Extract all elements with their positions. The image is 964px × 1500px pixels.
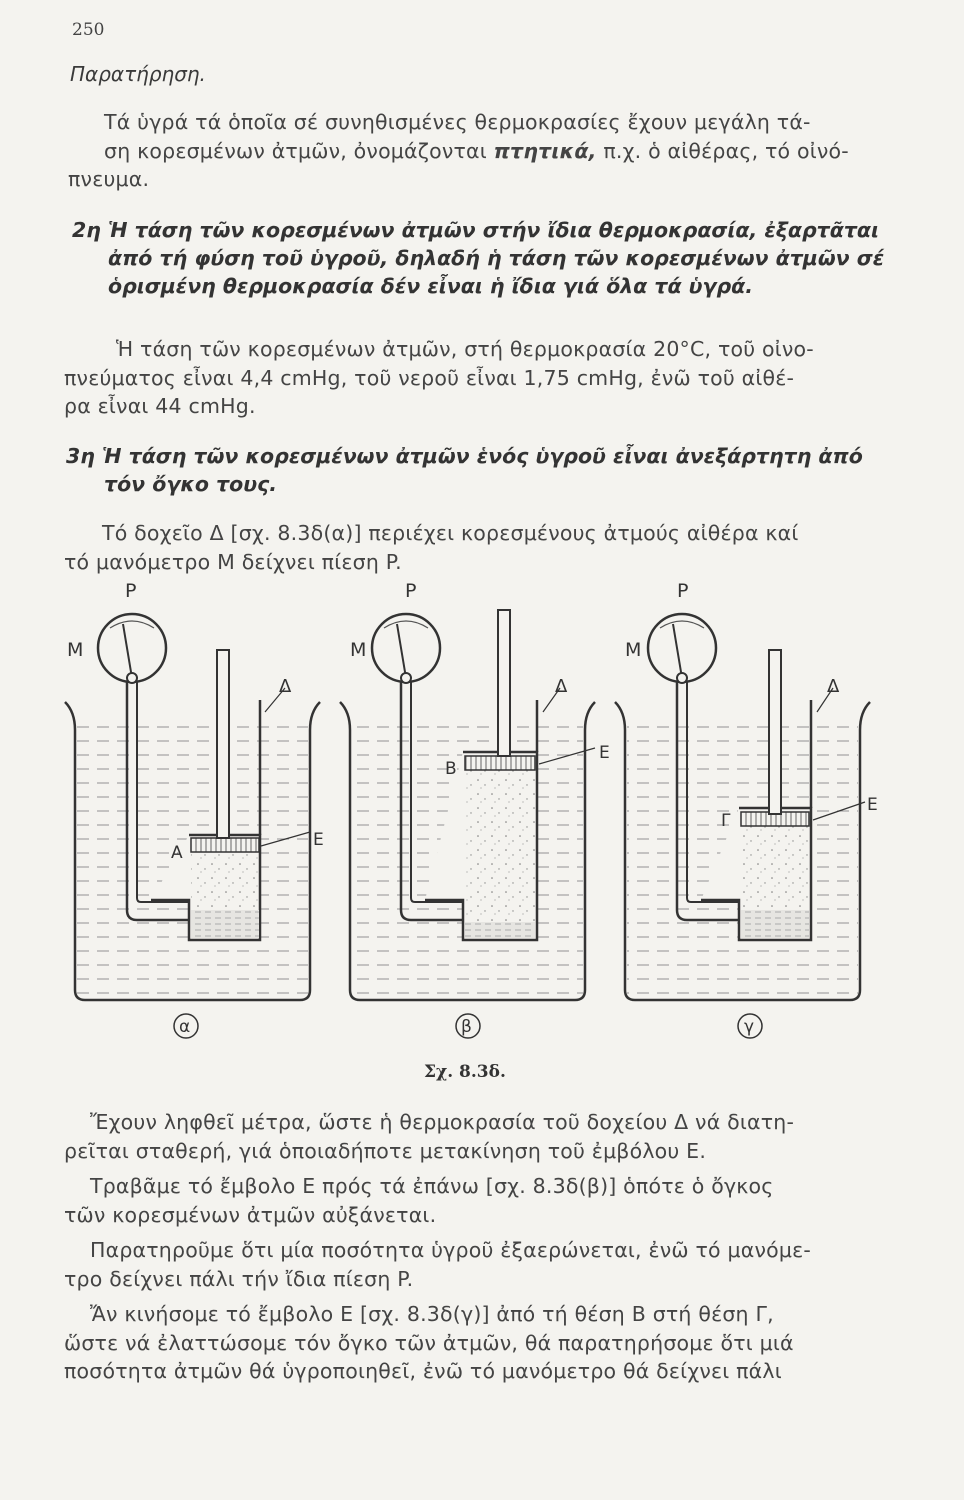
- p1-line2-post: π.χ. ὁ αἰθέρας, τό οἰνό-: [596, 138, 849, 163]
- gamma-piston-label: E: [867, 795, 878, 815]
- p2-line2: πνεύματος εἶναι 4,4 cmHg, τοῦ νεροῦ εἶναι 1,75 cmHg, ἐνῶ τοῦ αἰθέ-: [64, 365, 795, 390]
- paragraph-constant-temperature: [64, 1108, 795, 1165]
- gamma-position-label: Γ: [721, 811, 731, 831]
- alpha-vessel-label: Δ: [279, 676, 292, 697]
- term-volatile: πτητικά,: [493, 138, 597, 163]
- p7-line3: ποσότητα ἀτμῶν θά ὑγροποιηθεῖ, ἐνῶ τό μανόμετρο θά δείχνει πάλι: [64, 1359, 782, 1383]
- panel-alpha: [65, 580, 324, 1038]
- rule2-line3: ὁρισμένη θερμοκρασία δέν εἶναι ἡ ἴδια γιά ὅλα τά ὑγρά.: [108, 274, 754, 298]
- rule3-line2: τόν ὄγκο τους.: [104, 472, 278, 496]
- alpha-panel-label: α: [179, 1017, 191, 1037]
- p4-line1: Ἔχουν ληφθεῖ μέτρα, ὥστε ἡ θερμοκρασία τοῦ δοχείου Δ νά διατη-: [90, 1110, 795, 1134]
- gamma-manometer-label: M: [625, 639, 642, 661]
- rule2-line2: ἀπό τή φύση τοῦ ὑγροῦ, δηλαδή ἡ τάση τῶν κορεσμένων ἀτμῶν σέ: [108, 246, 885, 270]
- beta-position-label: B: [445, 759, 457, 779]
- beta-vessel-label: Δ: [555, 676, 568, 697]
- p6-line2: τρο δείχνει πάλι τήν ἴδια πίεση P.: [64, 1266, 414, 1291]
- panel-beta: [340, 580, 610, 1038]
- rule-3: [66, 442, 863, 498]
- p5-line1: Τραβᾶμε τό ἔμβολο Ε πρός τά ἐπάνω [σχ. 8.3δ(β)] ὁπότε ὁ ὄγκος: [90, 1174, 774, 1198]
- p6-line1: Παρατηροῦμε ὅτι μία ποσότητα ὑγροῦ ἐξαερώνεται, ἐνῶ τό μανόμε-: [90, 1238, 811, 1262]
- p2-line3: ρα εἶναι 44 cmHg.: [64, 394, 256, 418]
- p7-line2: ὥστε νά ἐλαττώσομε τόν ὄγκο τῶν ἀτμῶν, θά παρατηρήσομε ὅτι μιά: [64, 1330, 794, 1355]
- beta-piston-label: E: [599, 743, 610, 763]
- beta-pressure-label: P: [405, 580, 417, 602]
- alpha-piston-label: E: [313, 830, 324, 850]
- p1-line1: Τά ὑγρά τά ὁποῖα σέ συνηθισμένες θερμοκρασίες ἔχουν μεγάλη τά-: [104, 110, 811, 134]
- rule-2: [72, 216, 884, 300]
- paragraph-volatile: [68, 108, 849, 194]
- beta-panel-label: β: [461, 1017, 472, 1037]
- figure-caption: Σχ. 8.3δ.: [424, 1062, 506, 1082]
- gamma-vessel-label: Δ: [827, 676, 840, 697]
- p7-line1: Ἄν κινήσομε τό ἔμβολο Ε [σχ. 8.3δ(γ)] ἀπό τή θέση Β στή θέση Γ,: [90, 1302, 774, 1326]
- p3-line2: τό μανόμετρο Μ δείχνει πίεση P.: [64, 549, 402, 574]
- p4-line2: ρεῖται σταθερή, γιά ὁποιαδήποτε μετακίνηση τοῦ ἐμβόλου Ε.: [64, 1138, 707, 1163]
- alpha-manometer-label: M: [67, 639, 84, 661]
- p3-line1: Τό δοχεῖο Δ [σχ. 8.3δ(α)] περιέχει κορεσμένους ἀτμούς αἰθέρα καί: [102, 521, 799, 545]
- paragraph-evaporation: [64, 1236, 811, 1293]
- paragraph-pull-piston: [64, 1172, 774, 1229]
- panel-gamma: [615, 580, 878, 1038]
- paragraph-vapor-pressures: [64, 335, 814, 421]
- paragraph-compress: [64, 1300, 794, 1386]
- p5-line2: τῶν κορεσμένων ἀτμῶν αὐξάνεται.: [64, 1202, 437, 1227]
- alpha-position-label: A: [171, 843, 183, 863]
- gamma-pressure-label: P: [677, 580, 689, 602]
- paragraph-container: [64, 519, 799, 576]
- rule3-line1: 3η Ἡ τάση τῶν κορεσμένων ἀτμῶν ἑνός ὑγροῦ εἶναι ἀνεξάρτητη ἀπό: [66, 444, 863, 468]
- p2-line1: Ἡ τάση τῶν κορεσμένων ἀτμῶν, στή θερμοκρασία 20°C, τοῦ οἰνο-: [116, 337, 814, 361]
- p1-line2-pre: ση κορεσμένων ἀτμῶν, ὀνομάζονται: [104, 138, 494, 163]
- beta-manometer-label: M: [350, 639, 367, 661]
- page-number: 250: [72, 20, 105, 40]
- note-heading: Παρατήρηση.: [70, 62, 206, 86]
- figure-8-3d: [55, 580, 915, 1050]
- gamma-panel-label: γ: [744, 1017, 755, 1037]
- rule2-line1: 2η Ἡ τάση τῶν κορεσμένων ἀτμῶν στήν ἴδια θερμοκρασία, ἐξαρτᾶται: [72, 218, 879, 242]
- alpha-pressure-label: P: [125, 580, 137, 602]
- p1-line3: πνευμα.: [68, 167, 150, 191]
